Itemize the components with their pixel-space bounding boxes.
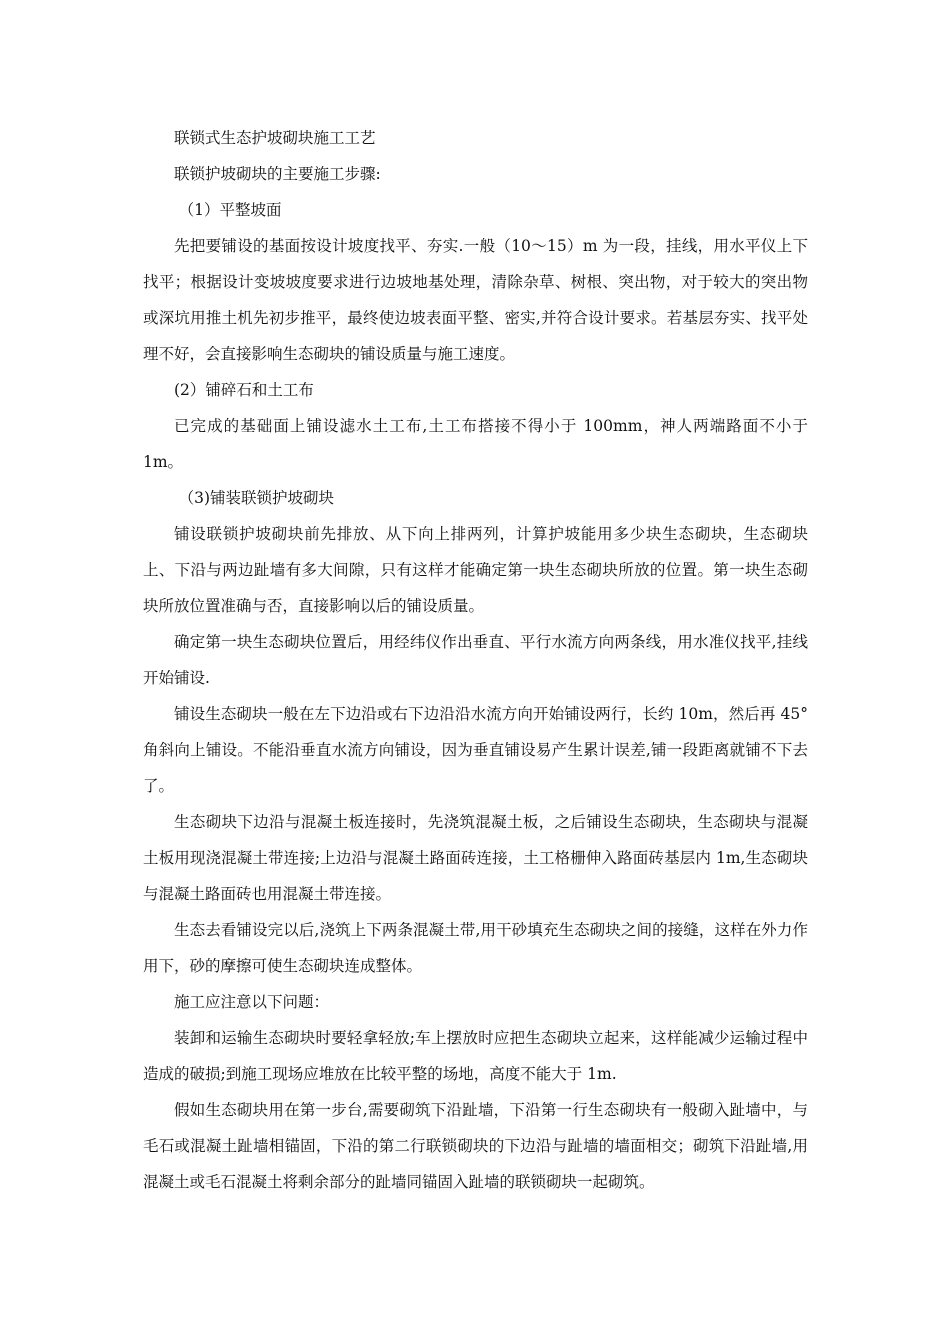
paragraph: 假如生态砌块用在第一步台,需要砌筑下沿趾墙，下沿第一行生态砌块有一般砌入趾墙中，与毛石或混凝土趾墙相锚固，下沿的第二行联锁砌块的下边沿与趾墙的墙面相交；砌筑下沿趾墙,用混凝土或毛石混凝土将剩余部分的趾墙同锚固入趾墙的联锁砌块一起砌筑。: [143, 1101, 808, 1191]
paragraph: 先把要铺设的基面按设计坡度找平、夯实.一般（10～15）m 为一段，挂线，用水平仪上下找平；根据设计变坡坡度要求进行边坡地基处理，清除杂草、树根、突出物，对于较大的突出物或深坑用推土机先初步推平，最终使边坡表面平整、密实,并符合设计要求。若基层夯实、找平处理不好，会直接影响生态砌块的铺设质量与施工速度。: [143, 237, 808, 363]
paragraph: 生态去看铺设完以后,浇筑上下两条混凝土带,用干砂填充生态砌块之间的接缝，这样在外力作用下，砂的摩擦可使生态砌块连成整体。: [143, 921, 808, 975]
paragraph: 生态砌块下边沿与混凝土板连接时，先浇筑混凝土板，之后铺设生态砌块，生态砌块与混凝土板用现浇混凝土带连接;上边沿与混凝土路面砖连接，土工格栅伸入路面砖基层内 1m,生态砌块与混凝土路面砖也用混凝土带连接。: [143, 813, 808, 903]
document-title: 联锁式生态护坡砌块施工工艺: [174, 129, 376, 147]
document-body: [143, 120, 808, 1200]
paragraph: 铺设生态砌块一般在左下边沿或右下边沿沿水流方向开始铺设两行，长约 10m，然后再 45°角斜向上铺设。不能沿垂直水流方向铺设，因为垂直铺设易产生累计误差,铺一段距离就铺不下去了。: [143, 705, 808, 795]
step-heading: （3)铺装联锁护坡砌块: [178, 489, 335, 507]
paragraph: 已完成的基础面上铺设滤水土工布,土工布搭接不得小于 100mm，神人两端路面不小于 1m。: [143, 417, 808, 471]
paragraph: 联锁护坡砌块的主要施工步骤:: [174, 165, 381, 183]
paragraph: 确定第一块生态砌块位置后，用经纬仪作出垂直、平行水流方向两条线，用水准仪找平,挂线开始铺设.: [143, 633, 808, 687]
paragraph: 装卸和运输生态砌块时要轻拿轻放;车上摆放时应把生态砌块立起来，这样能减少运输过程中造成的破损;到施工现场应堆放在比较平整的场地，高度不能大于 1m.: [143, 1029, 808, 1083]
step-heading: （1）平整坡面: [178, 201, 282, 219]
paragraph: 施工应注意以下问题：: [174, 993, 330, 1011]
step-heading: (2）铺碎石和土工布: [174, 381, 314, 399]
paragraph: 铺设联锁护坡砌块前先排放、从下向上排两列，计算护坡能用多少块生态砌块，生态砌块上、下沿与两边趾墙有多大间隙，只有这样才能确定第一块生态砌块所放的位置。第一块生态砌块所放位置准确与否，直接影响以后的铺设质量。: [143, 525, 808, 615]
